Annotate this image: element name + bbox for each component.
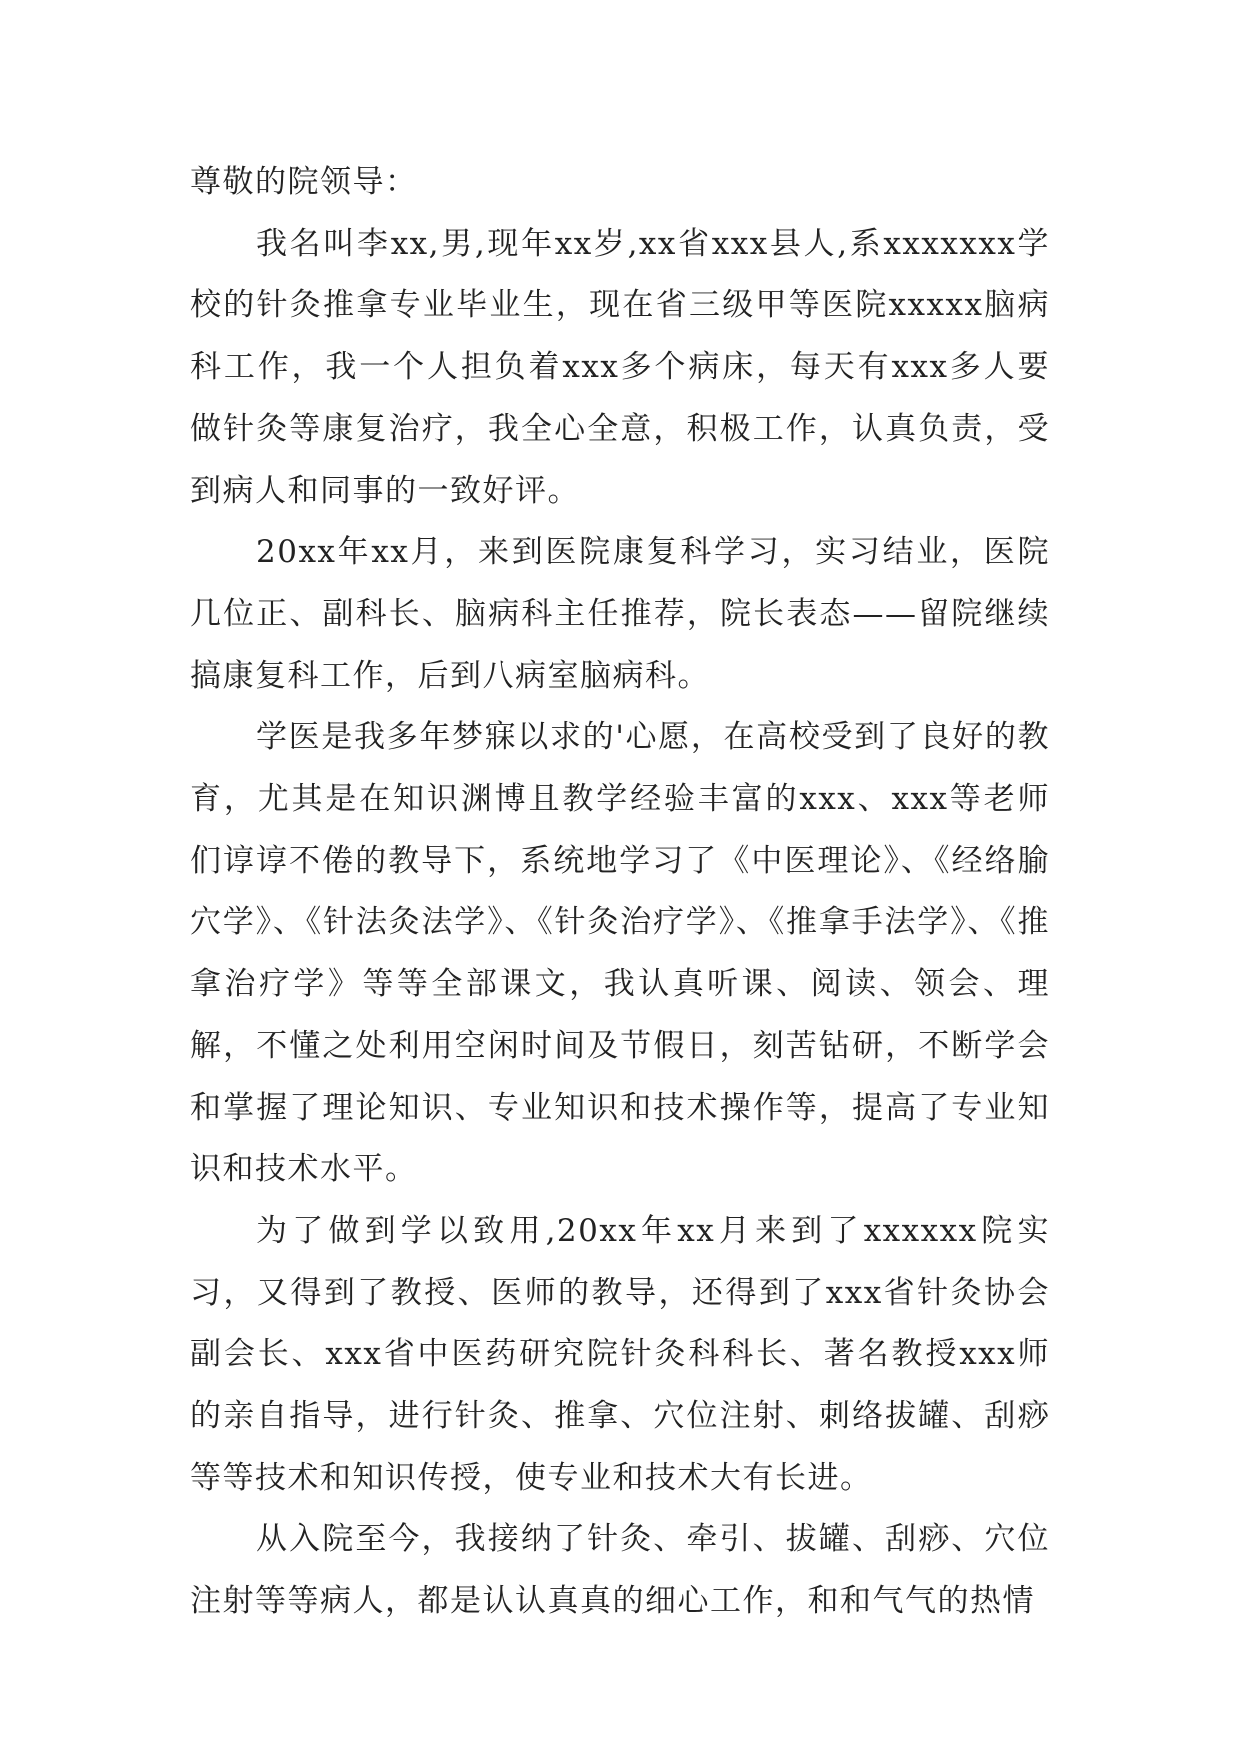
paragraph-rehab-internship: 20xx年xx月，来到医院康复科学习，实习结业，医院几位正、副科长、脑病科主任推荐，院长表态——留院继续搞康复科工作，后到八病室脑病科。 — [190, 534, 1050, 694]
salutation: 尊敬的院领导： — [190, 164, 418, 200]
paragraph-introduction: 我名叫李xx,男,现年xx岁,xx省xxx县人,系xxxxxxx学校的针灸推拿专业毕业生，现在省三级甲等医院xxxxx脑病科工作，我一个人担负着xxx多个病床，每天有xxx多人要做针灸等康复治疗，我全心全意，积极工作，认真负责，受到病人和同事的一致好评。 — [190, 225, 1050, 509]
paragraph-education: 学医是我多年梦寐以求的'心愿，在高校受到了良好的教育，尤其是在知识渊博且教学经验丰富的xxx、xxx等老师们谆谆不倦的教导下，系统地学习了《中医理论》、《经络腧穴学》、《针法灸法学》、《针灸治疗学》、《推拿手法学》、《推拿治疗学》等等全部课文，我认真听课、阅读、领会、理解，不懂之处利用空闲时间及节假日，刻苦钻研，不断学会和掌握了理论知识、专业知识和技术操作等，提高了专业知识和技术水平。 — [190, 719, 1050, 1188]
letter-body — [190, 152, 1050, 1633]
paragraph-practice: 为了做到学以致用,20xx年xx月来到了xxxxxx院实习，又得到了教授、医师的教导，还得到了xxx省针灸协会副会长、xxx省中医药研究院针灸科科长、著名教授xxx师的亲自指导，进行针灸、推拿、穴位注射、刺络拔罐、刮痧等等技术和知识传授，使专业和技术大有长进。 — [190, 1212, 1050, 1496]
paragraph-work-since-joining: 从入院至今，我接纳了针灸、牵引、拔罐、刮痧、穴位注射等等病人，都是认认真真的细心工作，和和气气的热情 — [190, 1521, 1050, 1620]
